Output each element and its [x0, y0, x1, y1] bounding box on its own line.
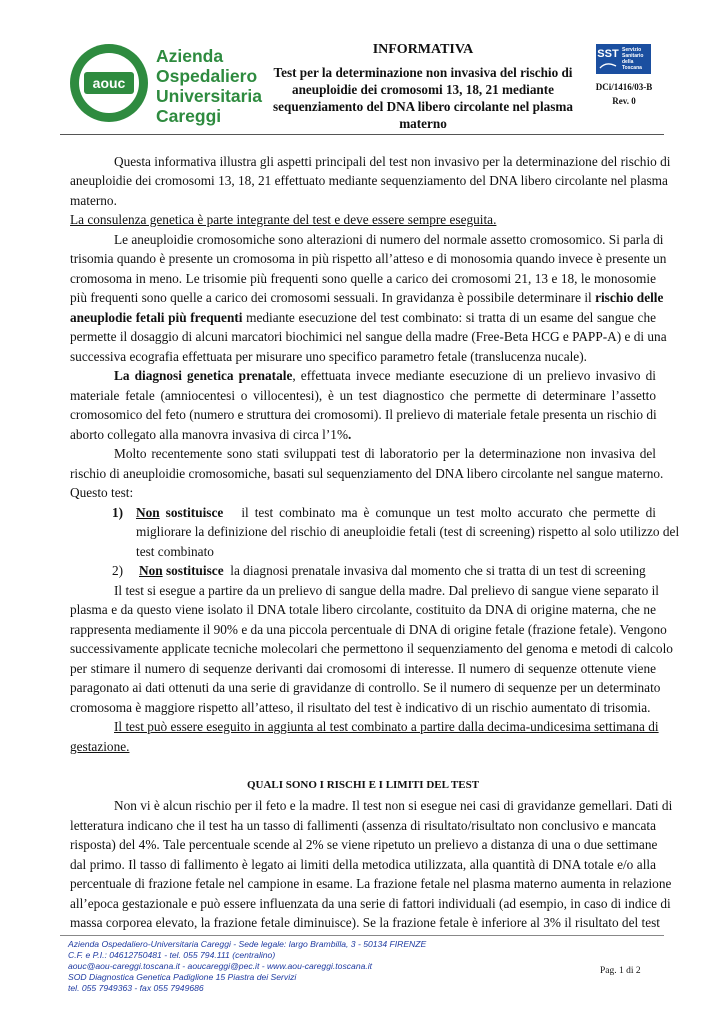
sst-caption: Servizio: [622, 47, 642, 53]
list-item-line: migliorare la definizione del rischio di aneuploidie fetali (test di screening) rispetto al solo utilizzo del: [136, 524, 680, 539]
subtitle-line: materno: [399, 116, 447, 131]
paragraph-line: Molto recentemente sono stati sviluppati test di laboratorio per la determinazione non invasiva del: [114, 446, 656, 461]
paragraph-line: Le aneuploidie cromosomiche sono alterazioni di numero del normale assetto cromosomico. Si parla di: [114, 232, 664, 247]
paragraph-line: gestazione.: [70, 739, 130, 754]
consultation-note: La consulenza genetica è parte integrante del test e deve essere sempre eseguita.: [70, 212, 497, 227]
page-number: Pag. 1 di 2: [600, 966, 641, 976]
sst-logo: [596, 44, 651, 74]
footer-line: aouc@aou-careggi.toscana.it - aoucareggi@pec.it - www.aou-careggi.toscana.it: [68, 961, 373, 971]
text-run: più frequenti sono quelle a carico dei cromosomi sessuali. In gravidanza è possibile determinare il: [70, 290, 596, 305]
subtitle-line: sequenziamento del DNA libero circolante nel plasma: [273, 99, 573, 114]
bold-run: La diagnosi genetica prenatale: [114, 368, 293, 383]
list-item-line: [139, 562, 656, 580]
paragraph-line: cromosomico del feto (numero e struttura dei cromosomi). Il prelievo di materiale fetale presenta un rischio di: [70, 407, 657, 422]
paragraph-line: Il test può essere eseguito in aggiunta al test combinato a partire dalla decima-undicesima settimana di: [114, 719, 659, 734]
header-divider: [60, 134, 664, 135]
paragraph-line: plasma e da questo viene isolato il DNA totale libero circolante, costituito da DNA di origine materna, che ne: [70, 602, 656, 617]
bold-run: aneuplodie fetali più frequenti: [70, 310, 243, 325]
paragraph-line: massa corporea elevato, la frazione fetale diminuisce). Se la frazione fetale è inferiore al 3% il risultato del test: [70, 915, 660, 930]
paragraph-line: all’epoca gestazionale e può essere influenzata da una serie di fattori individuali (ad esempio, in caso di indice di: [70, 896, 671, 911]
list-number: 1): [112, 505, 124, 520]
document-title: INFORMATIVA: [372, 42, 474, 57]
revision-label: Rev. 0: [612, 96, 636, 106]
subtitle-line: Test per la determinazione non invasiva del rischio di: [273, 65, 573, 80]
sst-caption: Toscana: [622, 65, 642, 71]
section-heading: QUALI SONO I RISCHI E I LIMITI DEL TEST: [246, 779, 480, 791]
text-run: aborto collegato alla manovra invasiva di circa l’1%: [70, 427, 349, 442]
org-name-line: Careggi: [156, 106, 222, 126]
footer-divider: [60, 935, 664, 936]
paragraph-line: rappresenta mediamente il 90% e da una piccola percentuale di DNA di origine fetale (frazione fetale). Vengono: [70, 622, 667, 637]
paragraph-line: Il test si esegue a partire da un prelievo di sangue della madre. Dal prelievo di sangue viene separato il: [114, 583, 659, 598]
text-run: , effettuata invece mediante esecuzione di un prelievo invasivo di: [292, 368, 657, 383]
paragraph-line: [70, 289, 664, 307]
logo-text: aouc: [92, 75, 126, 91]
footer-line: tel. 055 7949363 - fax 055 7949686: [68, 983, 204, 993]
paragraph-line: [70, 367, 656, 385]
bold-run: Non: [139, 563, 163, 578]
paragraph-line: paragonato ai dati ottenuti da una serie di gravidanze di controllo. Se il numero di sequenze per un determinato: [70, 680, 661, 695]
paragraph-line: aneuploidie dei cromosomi 13, 18, 21 effettuato mediante sequenziamento del DNA libero circolante nel plasma: [70, 173, 668, 188]
footer-line: C.F. e P.I.: 04612750481 - tel. 055 794.111 (centralino): [68, 950, 276, 960]
org-name-line: Ospedaliero: [156, 66, 258, 86]
bold-run: Non: [136, 505, 160, 520]
bold-run: sostituisce: [165, 563, 224, 578]
sst-caption: Sanitario: [622, 53, 644, 59]
subtitle-line: aneuploidie dei cromosomi 13, 18, 21 mediante: [291, 82, 555, 97]
paragraph-line: materno.: [70, 193, 117, 208]
text-run: il test combinato ma è comunque un test molto accurato che permette di: [241, 505, 656, 520]
paragraph-line: [70, 426, 656, 444]
list-item-line: test combinato: [136, 544, 214, 559]
org-name-line: Azienda: [156, 46, 224, 66]
footer-line: SOD Diagnostica Genetica Padiglione 15 Piastra dei Servizi: [68, 972, 297, 982]
paragraph-line: per stimare il numero di sequenze derivanti dai cromosomi di interesse. Il numero di sequenze ottenute viene: [70, 661, 656, 676]
paragraph-line: cromosoma in meno. Le trisomie più frequenti sono quelle a carico dei cromosomi 21, 13 e 18, le monosomie: [70, 271, 656, 286]
sst-caption: della: [622, 59, 634, 65]
paragraph-line: dal primo. Il tasso di fallimento è legato ai limiti della metodica utilizzata, alla quantità di DNA totale e/o alla: [70, 857, 656, 872]
text-run: la diagnosi prenatale invasiva dal momento che si tratta di un test di screening: [230, 563, 646, 578]
paragraph-line: Non vi è alcun rischio per il feto e la madre. Il test non si esegue nei casi di gravidanze gemellari. Dati di: [114, 798, 673, 813]
paragraph-line: rischio di aneuploidie cromosomiche, basati sul sequenziamento del DNA libero circolante nel sangue materno.: [70, 466, 664, 481]
paragraph-line: Questo test:: [70, 485, 134, 500]
paragraph-line: cromosoma è maggiore rispetto all’atteso, il risultato del test è indicativo di un rischio aumentato di trisomia.: [70, 700, 651, 715]
org-name-line: Universitaria: [156, 86, 263, 106]
paragraph-line: percentuale di frazione fetale nel campione in esame. La frazione fetale nel plasma materno aumenta in relazione: [70, 876, 672, 891]
bold-run: rischio delle: [595, 290, 664, 305]
list-number: 2): [112, 563, 124, 578]
paragraph-line: trisomia quando è presente un cromosoma in più rispetto all’atteso e di monosomia quando invece è presente un: [70, 251, 667, 266]
document-subtitle: [268, 64, 578, 132]
sst-text: SST: [597, 48, 619, 60]
aouc-logo: [68, 42, 150, 124]
footer-line: Azienda Ospedaliero-Universitaria Careggi - Sede legale: largo Brambilla, 3 - 50134 FIRENZE: [68, 939, 427, 949]
paragraph-line: successivamente applicate tecniche molecolari che permettono il sequenziamento del genoma e metodi di calcolo: [70, 641, 673, 656]
paragraph-line: permette il dosaggio di alcuni marcatori biochimici nel sangue della madre (Free-Beta HCG e PAPP-A) e di una: [70, 329, 667, 344]
bold-run: sostituisce: [165, 505, 224, 520]
document-code: DCi/1416/03-B: [595, 82, 653, 92]
paragraph-line: materiale fetale (amniocentesi o villocentesi), è un test diagnostico che permette di determinare l’assetto: [70, 388, 656, 403]
paragraph-line: successiva ecografia effettuata per misurare uno specifico parametro fetale (translucenza nucale).: [70, 349, 587, 364]
paragraph-line: letteratura indicano che il test ha un tasso di fallimenti (assenza di risultato/risultato non conclusivo e mancata: [70, 818, 656, 833]
text-run: .: [348, 427, 352, 442]
paragraph-line: [70, 309, 656, 327]
paragraph-line: Questa informativa illustra gli aspetti principali del test non invasivo per la determinazione del rischio di: [114, 154, 671, 169]
paragraph-line: risposta) del 4%. Tale percentuale scende al 2% se viene ripetuto un prelievo a distanza di una o due settimane: [70, 837, 658, 852]
list-item-line: [136, 504, 656, 522]
text-run: mediante esecuzione del test combinato: si tratta di un esame del sangue che: [242, 310, 656, 325]
